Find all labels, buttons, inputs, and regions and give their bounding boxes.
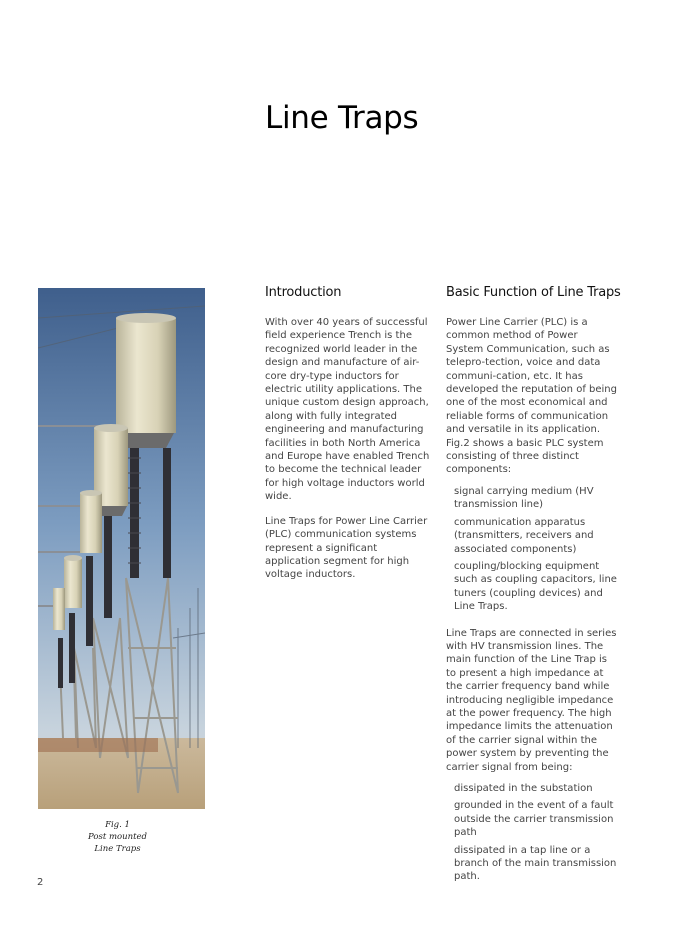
list-item: dissipated in a tap line or a branch of the main transmission path.: [454, 844, 617, 883]
page-title: Line Traps: [265, 100, 419, 136]
list-item: grounded in the event of a fault outside the carrier transmission path: [454, 800, 614, 839]
introduction-paragraph: Line Traps for Power Line Carrier (PLC) communication systems represent a significant application segment for high voltage inductors.: [265, 515, 428, 581]
introduction-heading: Introduction: [265, 285, 342, 300]
figure-caption-line2: Line Traps: [94, 844, 141, 854]
prevented-list: [454, 782, 618, 884]
basic-function-intro: Power Line Carrier (PLC) is a common method of Power System Communication, such as telepro-tection, voice and data communi-cation, etc. It has developed the reputation of being one of the most economical and reliable forms of communication and versatile in its application. Fig.2 shows a basic PLC system consisting of three distinct components:: [446, 317, 617, 476]
line-traps-photo: [38, 288, 205, 809]
list-item: communication apparatus (transmitters, receivers and associated components): [454, 516, 594, 555]
figure-caption: [60, 819, 175, 855]
list-item: signal carrying medium (HV transmission line): [454, 485, 594, 511]
basic-function-heading: Basic Function of Line Traps: [446, 285, 621, 300]
list-item: dissipated in the substation: [454, 783, 593, 794]
figure-caption-line1: Post mounted: [88, 832, 147, 842]
introduction-paragraph: With over 40 years of successful field experience Trench is the recognized world leader in the design and manufacture of air-core dry-type inductors for electric utility applications. The unique custom design approach, along with fully integrated engineering and manufacturing facilities in both North America and Europe have enabled Trench to become the technical leader for high voltage inductors world wide.: [265, 317, 430, 503]
substation-line-traps-photo-icon: [38, 288, 205, 809]
components-list: [454, 485, 618, 614]
figure-label: Fig. 1: [105, 820, 130, 830]
series-paragraph: Line Traps are connected in series with HV transmission lines. The main function of the Line Trap is to present a high impedance at the carrier frequency band while introducing negligible impedance at the power frequency. The high impedance limits the attenuation of the carrier signal within the power system by preventing the carrier signal from being:: [446, 627, 617, 773]
basic-function-column: [446, 284, 621, 897]
page-number: 2: [37, 877, 44, 888]
introduction-column: [265, 284, 433, 593]
list-item: coupling/blocking equipment such as coupling capacitors, line tuners (coupling devices) and Line Traps.: [454, 560, 617, 613]
